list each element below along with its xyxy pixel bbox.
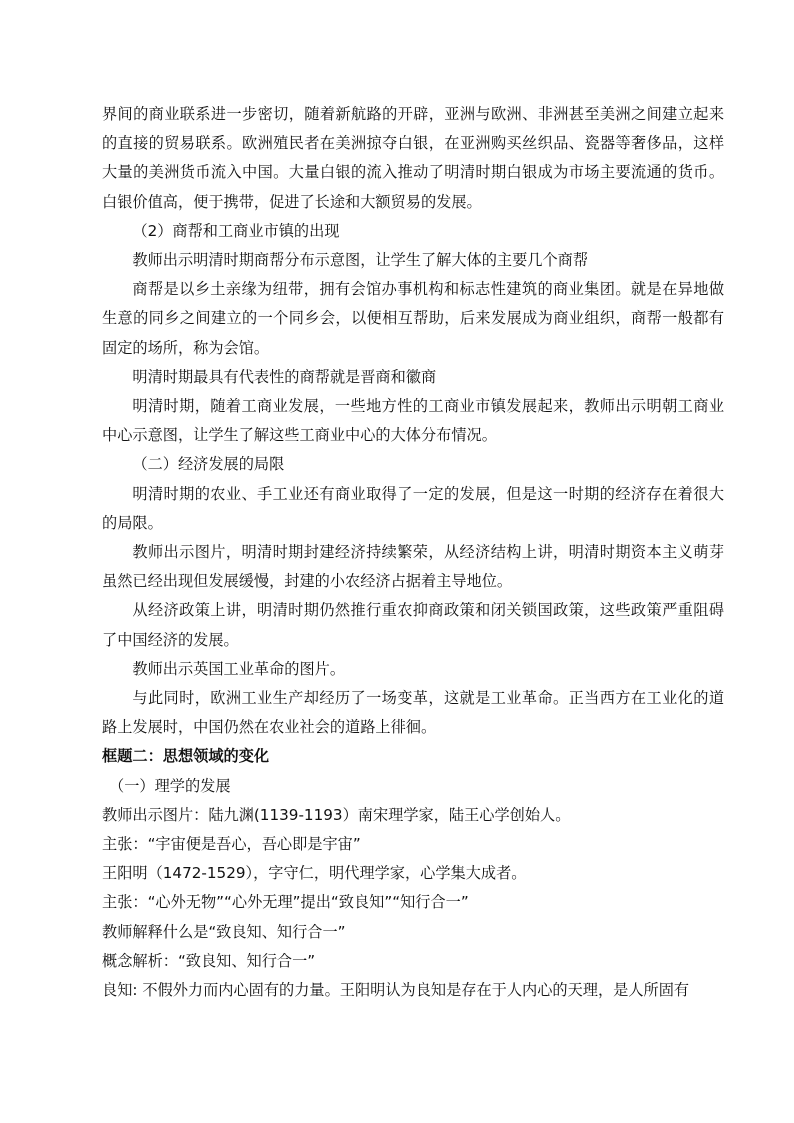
paragraph-merchant-definition: 商帮是以乡土亲缘为纽带，拥有会馆办事机构和标志性建筑的商业集团。就是在异地做生意的同乡之间建立的一个同乡会，以便相互帮助，后来发展成为商业组织，商帮一般都有固定的场所，称为会馆。 <box>102 280 724 357</box>
paragraph-economic-structure: 教师出示图片，明清时期封建经济持续繁荣，从经济结构上讲，明清时期资本主义萌芽虽然已经出现但发展缓慢，封建的小农经济占据着主导地位。 <box>102 543 724 591</box>
paragraph-concept-analysis: 概念解析：“致良知、知行合一” <box>102 951 316 970</box>
paragraph-wang-claim: 主张：“心外无物”“心外无理”提出“致良知”“知行合一” <box>102 893 469 912</box>
paragraph-trade-silver: 界间的商业联系进一步密切，随着新航路的开辟，亚洲与欧洲、非洲甚至美洲之间建立起来的直接的贸易联系。欧洲殖民者在美洲掠夺白银，在亚洲购买丝织品、瓷器等奢侈品，这样大量的美洲货币流入中国。大量白银的流入推动了明清时期白银成为市场主要流通的货币。白银价值高，便于携带，促进了长途和大额贸易的发展。 <box>102 105 724 211</box>
section-heading-economic-limits: （二）经济发展的局限 <box>132 455 285 474</box>
paragraph-industrial-revolution: 与此同时，欧洲工业生产却经历了一场变革，这就是工业革命。正当西方在工业化的道路上发展时，中国仍然在农业社会的道路上徘徊。 <box>102 689 724 737</box>
paragraph-liangzhi-definition: 良知: 不假外力而内心固有的力量。王阳明认为良知是存在于人内心的天理，是人所固有 <box>102 981 690 1000</box>
section-heading-merchant-groups: （2）商帮和工商业市镇的出现 <box>132 221 340 240</box>
paragraph-teacher-explain: 教师解释什么是“致良知、知行合一” <box>102 922 346 941</box>
paragraph-representative-merchants: 明清时期最具有代表性的商帮就是晋商和徽商 <box>132 367 437 386</box>
paragraph-economic-policy: 从经济政策上讲，明清时期仍然推行重农抑商政策和闭关锁国政策，这些政策严重阻碍了中国经济的发展。 <box>102 601 724 649</box>
paragraph-wang-yangming: 王阳明（1472-1529），字守仁，明代理学家，心学集大成者。 <box>102 864 527 883</box>
paragraph-commercial-towns: 明清时期，随着工商业发展，一些地方性的工商业市镇发展起来，教师出示明朝工商业中心示意图，让学生了解这些工商业中心的大体分布情况。 <box>102 397 724 445</box>
paragraph-industrial-revolution-image: 教师出示英国工业革命的图片。 <box>132 659 346 678</box>
document-body <box>102 100 724 1005</box>
paragraph-lu-jiuyuan: 教师出示图片：陆九渊(1139-1193）南宋理学家，陆王心学创始人。 <box>102 805 571 824</box>
paragraph-merchant-map: 教师出示明清时期商帮分布示意图，让学生了解大体的主要几个商帮 <box>132 251 589 270</box>
paragraph-limits-intro: 明清时期的农业、手工业还有商业取得了一定的发展，但是这一时期的经济存在着很大的局限。 <box>102 484 724 532</box>
section-heading-neo-confucianism: （一）理学的发展 <box>109 776 231 795</box>
topic-heading-thought-changes: 框题二：思想领域的变化 <box>102 747 270 766</box>
paragraph-lu-claim: 主张：“宇宙便是吾心，吾心即是宇宙” <box>102 835 361 854</box>
